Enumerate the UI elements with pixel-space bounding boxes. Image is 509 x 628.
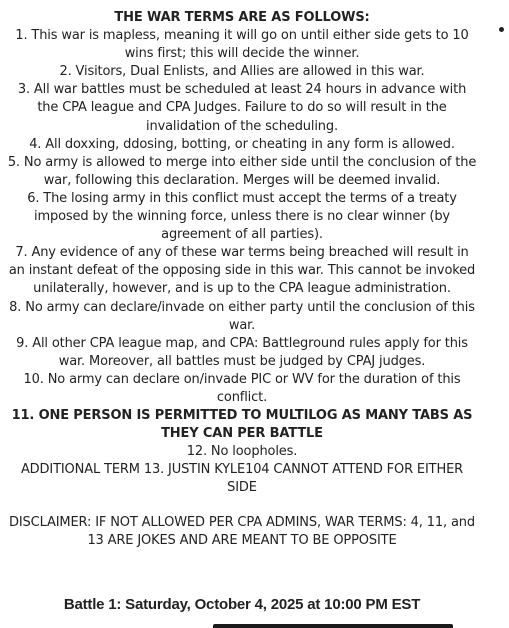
term-4: 4. All doxxing, ddosing, botting, or cheating in any form is allowed. <box>29 136 455 152</box>
term-8: 8. No army can declare/invade on either party until the conclusion of this war. <box>9 299 475 333</box>
war-terms <box>6 9 478 550</box>
term-3: 3. All war battles must be scheduled at least 24 hours in advance with the CPA league and CPA Judges. Failure to do so will result in the invalidation of the scheduling. <box>17 82 467 134</box>
battle-heading: Battle 1: Saturday, October 4, 2025 at 10:00 PM EST <box>63 596 421 613</box>
term-10: 10. No army can declare on/invade PIC or WV for the duration of this conflict. <box>23 371 461 405</box>
disclaimer: DISCLAIMER: IF NOT ALLOWED PER CPA ADMINS, WAR TERMS: 4, 11, and 13 ARE JOKES AND ARE MEANT TO BE OPPOSITE <box>9 514 475 548</box>
image-edge <box>213 624 453 628</box>
terms-heading: THE WAR TERMS ARE AS FOLLOWS: <box>114 10 370 25</box>
term-7: 7. Any evidence of any of these war terms being breached will result in an instant defeat of the opposing side in this war. This cannot be invoked unilaterally, however, and is up to the CPA league administration. <box>8 245 476 297</box>
term-11: 11. ONE PERSON IS PERMITTED TO MULTILOG AS MANY TABS AS THEY CAN PER BATTLE <box>11 408 473 442</box>
term-5: 5. No army is allowed to merge into either side until the conclusion of the war, following this declaration. Merges will be deemed invalid. <box>7 154 477 188</box>
term-6: 6. The losing army in this conflict must accept the terms of a treaty imposed by the winning force, unless there is no clear winner (by agreement of all parties). <box>27 190 457 243</box>
term-1: 1. This war is mapless, meaning it will go on until either side gets to 10 wins first; this will decide the winner. <box>15 28 469 62</box>
term-9: 9. All other CPA league map, and CPA: Battleground rules apply for this war. Moreover, all battles must be judged by CPAJ judges. <box>16 335 468 369</box>
term-2: 2. Visitors, Dual Enlists, and Allies are allowed in this war. <box>59 64 425 80</box>
bullet-icon <box>499 27 504 32</box>
additional-term-13: ADDITIONAL TERM 13. JUSTIN KYLE104 CANNOT ATTEND FOR EITHER SIDE <box>20 462 464 496</box>
term-12: 12. No loopholes. <box>186 444 298 460</box>
